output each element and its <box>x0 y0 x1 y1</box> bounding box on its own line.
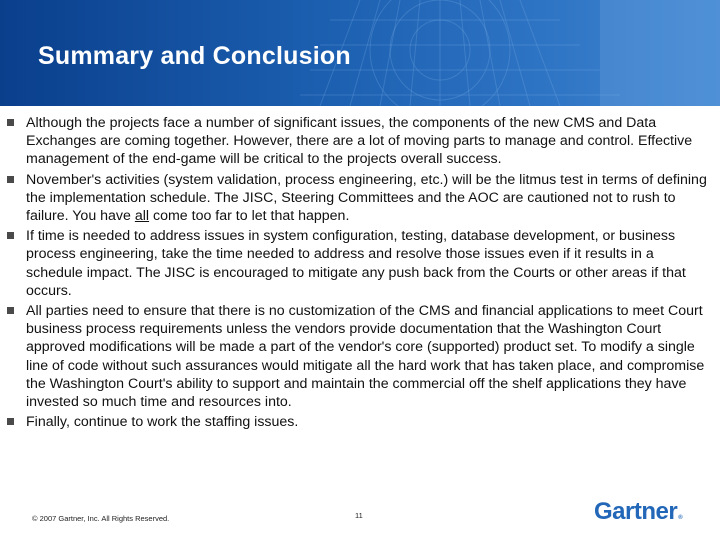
slide-header <box>0 0 720 106</box>
slide-title: Summary and Conclusion <box>38 42 351 70</box>
bullet-item <box>6 302 712 411</box>
square-bullet-icon <box>7 119 14 126</box>
gartner-logo <box>594 498 682 532</box>
bullet-item <box>6 114 712 169</box>
bullet-text: November's activities (system validation, process engineering, etc.) will be the litmus test in terms of defining the implementation schedule. The JISC, Steering Committees and the AOC are cautioned not to rush to failure. You have <box>26 171 707 225</box>
bullet-item <box>6 227 712 300</box>
bullet-item <box>6 413 712 431</box>
bullet-list <box>6 114 712 431</box>
bullet-text: Finally, continue to work the staffing issues. <box>26 414 299 431</box>
square-bullet-icon <box>7 176 14 183</box>
underlined-emphasis: all <box>134 208 150 225</box>
slide-body <box>6 114 712 433</box>
copyright-notice: © 2007 Gartner, Inc. All Rights Reserved. <box>32 514 170 523</box>
square-bullet-icon <box>7 307 14 314</box>
page-number: 11 <box>355 511 363 520</box>
bullet-text-continued: come too far to let that happen. <box>149 208 350 225</box>
bullet-item <box>6 171 712 226</box>
bullet-text: If time is needed to address issues in system configuration, testing, database development, or business process engineering, take the time needed to address and resolve those issues even if it results in a schedule impact. The JISC is encouraged to mitigate any push back from the Courts or other areas if that occurs. <box>26 228 686 299</box>
bullet-text: All parties need to ensure that there is no customization of the CMS and financial applications to meet Court business process requirements unless the vendors provide documentation that the Washington Court approved modifications will be made a part of the vendor's core (supported) product set. To modify a single line of code without such assurances would mitigate all the hard work that has taken place, and compromise the Washington Court's ability to support and maintain the commercial off the shelf applications they have invested so much time and resources into. <box>26 303 705 411</box>
bullet-text: Although the projects face a number of significant issues, the components of the new CMS and Data Exchanges are coming together. However, there are a lot of moving parts to manage and control. Effective management of the end-game will be critical to the projects overall success. <box>26 115 693 168</box>
square-bullet-icon <box>7 232 14 239</box>
registered-mark: ® <box>678 515 683 521</box>
logo-wordmark: Gartner <box>594 498 678 525</box>
square-bullet-icon <box>7 418 14 425</box>
